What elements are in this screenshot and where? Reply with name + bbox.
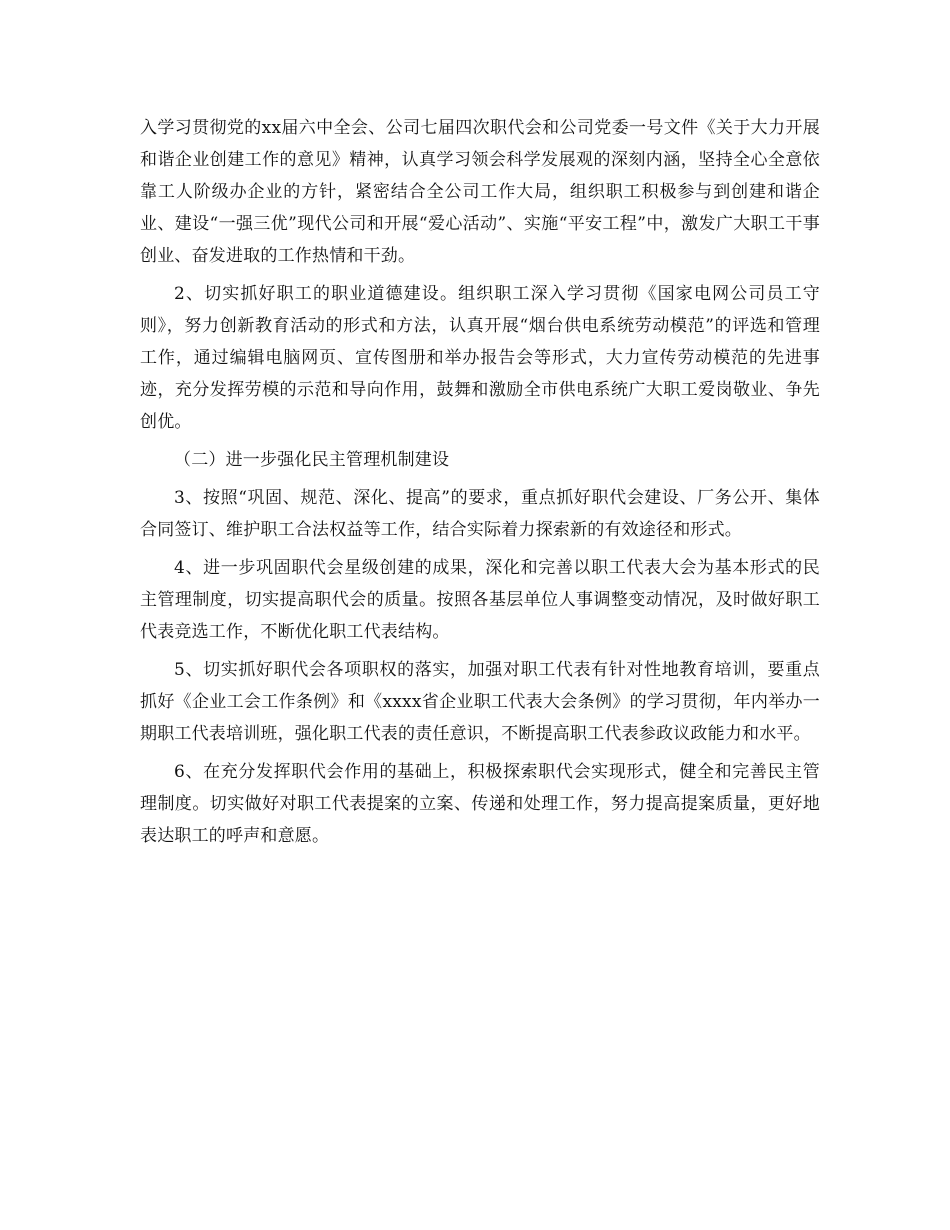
paragraph-item-5: 5、切实抓好职代会各项职权的落实，加强对职工代表有针对性地教育培训，要重点抓好《企业工会工作条例》和《xxxx省企业职工代表大会条例》的学习贯彻，年内举办一期职工代表培训班，强化职工代表的责任意识，不断提高职工代表参政议政能力和水平。 (140, 660, 820, 744)
paragraph-continuation: 入学习贯彻党的xx届六中全会、公司七届四次职代会和公司党委一号文件《关于大力开展和谐企业创建工作的意见》精神，认真学习领会科学发展观的深刻内涵，坚持全心全意依靠工人阶级办企业的方针，紧密结合全公司工作大局，组织职工积极参与到创建和谐企业、建设“一强三优”现代公司和开展“爱心活动”、实施“平安工程”中，激发广大职工干事创业、奋发进取的工作热情和干劲。 (140, 118, 820, 266)
paragraph-item-4: 4、进一步巩固职代会星级创建的成果，深化和完善以职工代表大会为基本形式的民主管理制度，切实提高职代会的质量。按照各基层单位人事调整变动情况，及时做好职工代表竞选工作，不断优化职工代表结构。 (140, 558, 820, 642)
paragraph-item-2: 2、切实抓好职工的职业道德建设。组织职工深入学习贯彻《国家电网公司员工守则》，努力创新教育活动的形式和方法，认真开展“烟台供电系统劳动模范”的评选和管理工作，通过编辑电脑网页、宣传图册和举办报告会等形式，大力宣传劳动模范的先进事迹，充分发挥劳模的示范和导向作用，鼓舞和激励全市供电系统广大职工爱岗敬业、争先创优。 (140, 284, 820, 432)
document-body (140, 112, 820, 858)
paragraph-item-3: 3、按照“巩固、规范、深化、提高”的要求，重点抓好职代会建设、厂务公开、集体合同签订、维护职工合法权益等工作，结合实际着力探索新的有效途径和形式。 (140, 488, 820, 540)
section-heading: （二）进一步强化民主管理机制建设 (174, 450, 450, 470)
paragraph-item-6: 6、在充分发挥职代会作用的基础上，积极探索职代会实现形式，健全和完善民主管理制度。切实做好对职工代表提案的立案、传递和处理工作，努力提高提案质量，更好地表达职工的呼声和意愿。 (140, 762, 820, 846)
